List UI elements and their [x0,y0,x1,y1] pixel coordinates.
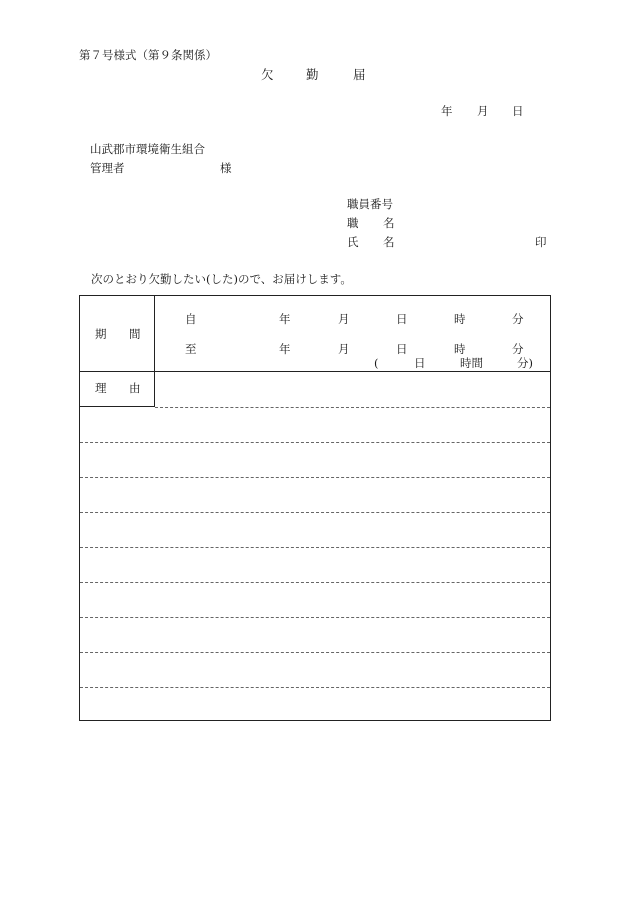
from-prefix: 自 [185,312,197,326]
reason-line [80,442,550,443]
reason-line [80,687,550,688]
to-minute-label: 分 [512,342,524,356]
date-month-label: 月 [477,104,489,118]
reason-line [155,407,550,408]
duration-open-paren: ( [374,356,379,370]
to-year-label: 年 [279,342,291,356]
reason-label-char-1: 理 [95,381,107,395]
duration-minutes-label: 分) [517,356,533,370]
period-label-char-1: 期 [95,327,107,341]
position-label-char-1: 職 [347,216,359,230]
from-minute-label: 分 [512,312,524,326]
addressee-honorific: 様 [220,161,232,175]
from-day-label: 日 [396,312,408,326]
title-char-1: 欠 [261,67,274,82]
name-label-char-1: 氏 [347,235,359,249]
intro-text: 次のとおり欠勤したい(した)ので、お届けします。 [91,272,352,286]
addressee-recipient: 管理者 [90,161,125,175]
position-label-char-2: 名 [383,216,395,230]
reason-line [80,582,550,583]
title-char-3: 届 [353,67,366,82]
to-prefix: 至 [185,342,197,356]
to-day-label: 日 [396,342,408,356]
date-day-label: 日 [512,104,524,118]
period-label-char-2: 間 [129,327,141,341]
reason-line [80,652,550,653]
employee-number-label: 職員番号 [347,197,393,211]
name-label-char-2: 名 [383,235,395,249]
reason-line [80,512,550,513]
period-row-divider [155,371,550,372]
form-number: 第７号様式（第９条関係） [79,48,217,62]
reason-label-cell [80,372,155,407]
to-hour-label: 時 [454,342,466,356]
to-month-label: 月 [338,342,350,356]
from-hour-label: 時 [454,312,466,326]
period-label-cell [80,296,155,372]
reason-line [80,617,550,618]
reason-label-char-2: 由 [129,381,141,395]
reason-line [80,547,550,548]
title-char-2: 勤 [306,67,319,82]
from-year-label: 年 [279,312,291,326]
reason-line [80,477,550,478]
seal-mark: 印 [535,235,547,249]
from-month-label: 月 [338,312,350,326]
duration-hours-label: 時間 [460,356,483,370]
duration-day-label: 日 [414,356,426,370]
absence-form-table [79,295,551,721]
date-year-label: 年 [441,104,453,118]
addressee-organization: 山武郡市環境衛生組合 [90,142,205,156]
